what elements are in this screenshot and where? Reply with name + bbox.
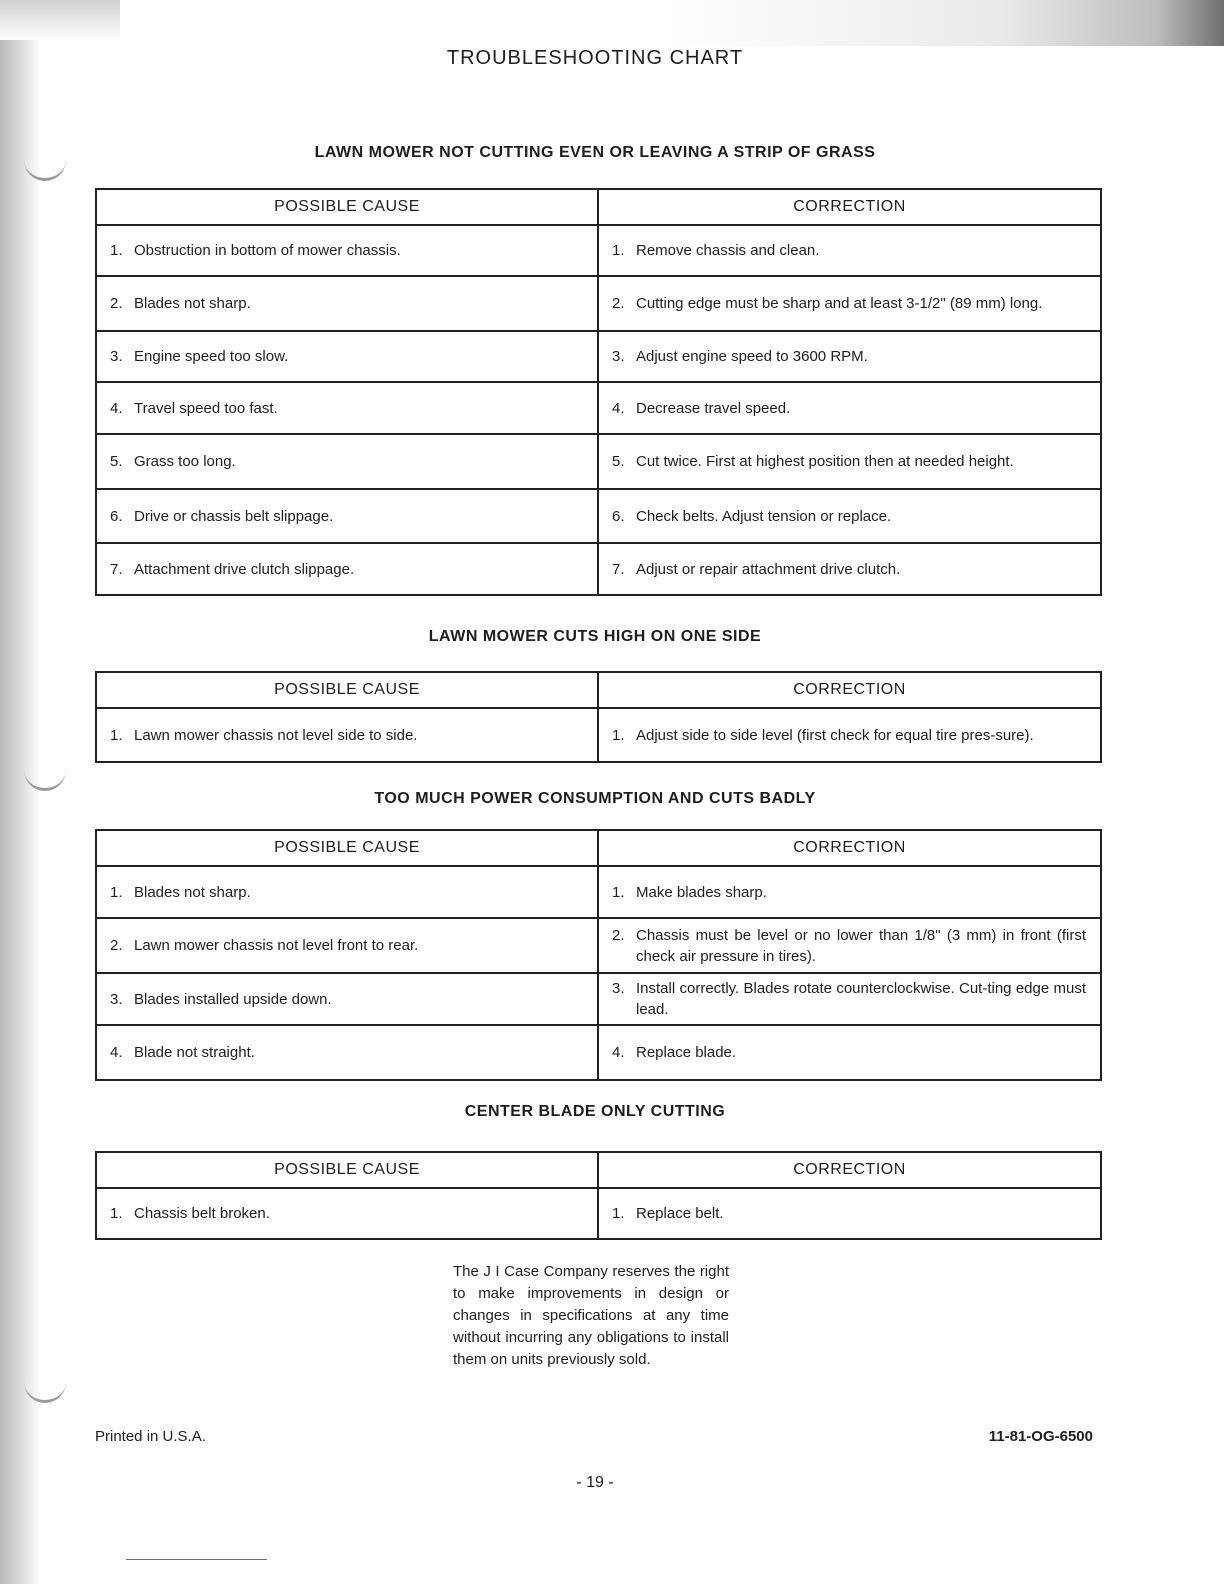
item-number: 3. [110,348,123,365]
item-number: 4. [612,399,625,417]
correction-text: Cutting edge must be sharp and at least 3-1/2" (89 mm) long. [636,295,1043,312]
scan-shadow [664,0,1224,46]
table-row [96,489,1101,543]
section-heading: LAWN MOWER CUTS HIGH ON ONE SIDE [428,628,762,645]
table-row [96,543,1101,595]
cause-cell [96,382,598,434]
correction-cell [598,918,1101,973]
printed-in: Printed in U.S.A. [95,1428,206,1445]
correction-cell [598,708,1101,762]
cause-header: POSSIBLE CAUSE [96,1152,598,1188]
item-number: 2. [110,295,123,312]
cause-text: Lawn mower chassis not level front to rear. [134,937,419,954]
correction-cell [598,1025,1101,1080]
section-heading: TOO MUCH POWER CONSUMPTION AND CUTS BADLY [374,790,816,807]
correction-cell [598,276,1101,331]
correction-text: Adjust or repair attachment drive clutch. [636,560,901,578]
correction-header: CORRECTION [598,830,1101,866]
section-heading: CENTER BLADE ONLY CUTTING [464,1103,726,1120]
item-number: 1. [110,883,123,901]
cause-cell [96,543,598,595]
correction-cell [598,382,1101,434]
correction-header: CORRECTION [598,1152,1101,1188]
item-number: 1. [612,242,625,259]
table-row [96,382,1101,434]
cause-text: Obstruction in bottom of mower chassis. [134,242,401,259]
cause-header: POSSIBLE CAUSE [96,189,598,225]
page-title: TROUBLESHOOTING CHART [446,47,744,69]
table-row [96,276,1101,331]
disclaimer-notice: The J I Case Company reserves the right to make improvements in design or changes in specifications at any time without incurring any obligations to install them on units previously sold. [453,1263,729,1368]
cause-text: Drive or chassis belt slippage. [134,507,334,525]
table-header [96,830,1101,866]
cause-text: Engine speed too slow. [134,348,289,365]
item-number: 4. [110,399,123,417]
table-header [96,189,1101,225]
item-number: 5. [612,453,625,470]
table-header [96,1152,1101,1188]
item-number: 1. [612,883,625,901]
table-row [96,225,1101,276]
correction-text: Chassis must be level or no lower than 1/8" (3 mm) in front (first check air pressure in tires). [636,926,1086,965]
correction-cell [598,1188,1101,1239]
table-header [96,672,1101,708]
item-number: 4. [110,1044,123,1061]
correction-text: Check belts. Adjust tension or replace. [636,507,892,525]
item-number: 1. [110,726,123,744]
cause-cell [96,331,598,382]
item-number: 2. [612,295,625,312]
cause-header: POSSIBLE CAUSE [96,672,598,708]
item-number: 6. [110,507,123,525]
item-number: 2. [612,926,625,944]
correction-text: Replace blade. [636,1044,737,1061]
cause-cell [96,918,598,973]
cause-cell [96,434,598,489]
table-row [96,973,1101,1025]
cause-text: Travel speed too fast. [134,399,278,417]
item-number: 1. [110,1205,123,1222]
correction-text: Make blades sharp. [636,883,767,901]
table-row [96,918,1101,973]
troubleshooting-table [95,829,1102,1081]
item-number: 1. [612,726,625,744]
item-number: 3. [612,980,625,997]
correction-cell [598,543,1101,595]
troubleshooting-table [95,188,1102,596]
table-row [96,331,1101,382]
scan-artifact-line [126,1559,267,1560]
item-number: 7. [110,560,123,578]
correction-text: Decrease travel speed. [636,399,791,417]
item-number: 1. [612,1205,625,1222]
page-number: - 19 - [576,1474,614,1491]
table-row [96,708,1101,762]
table-row [96,1188,1101,1239]
cause-text: Blades not sharp. [134,295,251,312]
correction-cell [598,866,1101,918]
correction-text: Cut twice. First at highest position then at needed height. [636,453,1014,470]
cause-cell [96,1025,598,1080]
correction-header: CORRECTION [598,189,1101,225]
correction-text: Install correctly. Blades rotate counterclockwise. Cut-ting edge must lead. [636,980,1086,1018]
item-number: 7. [612,560,625,578]
cause-text: Lawn mower chassis not level side to side. [134,726,418,744]
cause-text: Blades not sharp. [134,883,251,901]
correction-text: Remove chassis and clean. [636,242,820,259]
cause-text: Chassis belt broken. [134,1205,270,1222]
item-number: 6. [612,507,625,525]
item-number: 2. [110,937,123,954]
troubleshooting-table [95,1151,1102,1240]
cause-header: POSSIBLE CAUSE [96,830,598,866]
table-row [96,434,1101,489]
cause-cell [96,866,598,918]
cause-cell [96,225,598,276]
item-number: 4. [612,1044,625,1061]
section-heading: LAWN MOWER NOT CUTTING EVEN OR LEAVING A STRIP OF GRASS [314,144,876,161]
cause-text: Blade not straight. [134,1044,255,1061]
table-row [96,1025,1101,1080]
cause-cell [96,1188,598,1239]
item-number: 3. [612,348,625,365]
document-code: 11-81-OG-6500 [988,1428,1093,1445]
item-number: 3. [110,990,123,1008]
correction-cell [598,973,1101,1025]
cause-text: Blades installed upside down. [134,990,332,1008]
cause-cell [96,276,598,331]
cause-cell [96,708,598,762]
item-number: 1. [110,242,123,259]
correction-cell [598,434,1101,489]
correction-cell [598,331,1101,382]
troubleshooting-table [95,671,1102,763]
table-row [96,866,1101,918]
correction-cell [598,225,1101,276]
corner-shadow [0,0,120,40]
correction-text: Adjust engine speed to 3600 RPM. [636,348,868,365]
cause-cell [96,489,598,543]
cause-cell [96,973,598,1025]
correction-text: Adjust side to side level (first check for equal tire pres-sure). [636,726,1034,744]
item-number: 5. [110,453,123,470]
correction-header: CORRECTION [598,672,1101,708]
cause-text: Attachment drive clutch slippage. [134,560,355,578]
cause-text: Grass too long. [134,453,236,470]
correction-text: Replace belt. [636,1205,724,1222]
correction-cell [598,489,1101,543]
